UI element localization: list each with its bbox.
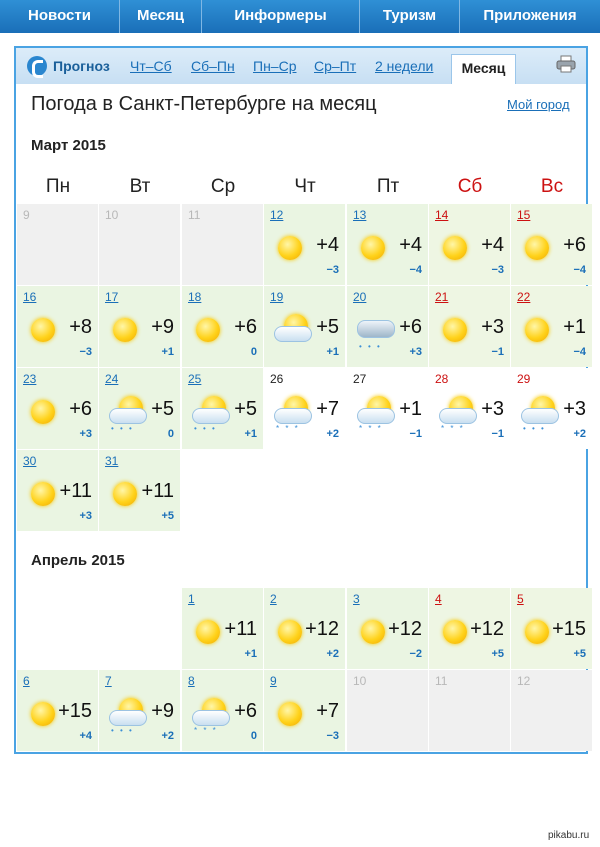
day-temperature: +11 (59, 480, 92, 502)
day-cell[interactable] (17, 450, 98, 531)
sun-disc (525, 318, 549, 342)
day-temperature: +4 (399, 234, 422, 256)
day-temperature: +12 (388, 618, 422, 640)
day-number[interactable]: 17 (105, 290, 119, 304)
night-temperature: +2 (326, 428, 339, 440)
partly-cloudy-snow-icon (437, 394, 477, 433)
sun-icon (107, 312, 147, 348)
day-number[interactable]: 21 (435, 290, 449, 304)
day-number[interactable]: 13 (353, 208, 367, 222)
sun-disc (113, 482, 137, 506)
weekday-label: Сб (457, 176, 483, 197)
day-number: 28 (435, 372, 449, 386)
night-temperature: +2 (573, 428, 586, 440)
partly-cloudy-snow-icon (190, 696, 230, 735)
cloud-shape (192, 408, 230, 424)
snow-drops: * * * (194, 726, 218, 735)
nav-informers[interactable]: Информеры (202, 0, 360, 33)
day-number[interactable]: 3 (353, 592, 360, 606)
tab-forecast[interactable]: Прогноз (53, 58, 110, 74)
night-temperature: −3 (326, 730, 339, 742)
nav-news[interactable]: Новости (0, 0, 120, 33)
night-temperature: −1 (409, 428, 422, 440)
day-temperature: +8 (69, 316, 92, 338)
day-cell[interactable] (511, 588, 592, 669)
night-temperature: −4 (573, 264, 586, 276)
night-temperature: +1 (244, 648, 257, 660)
sun-disc (31, 318, 55, 342)
day-number: 10 (353, 674, 367, 688)
night-temperature: +5 (161, 510, 174, 522)
day-temperature: +1 (563, 316, 586, 338)
day-cell[interactable] (99, 670, 180, 751)
day-number[interactable]: 1 (188, 592, 195, 606)
rain-drops: • • • (523, 424, 546, 433)
day-number: 11 (435, 674, 448, 688)
my-city-link[interactable]: Мой город (507, 97, 570, 112)
day-temperature: +3 (481, 398, 504, 420)
night-temperature: 0 (250, 346, 257, 358)
day-temperature: +7 (316, 398, 339, 420)
day-temperature: +6 (234, 316, 257, 338)
day-cell[interactable] (99, 286, 180, 367)
sun-icon (272, 696, 312, 732)
day-cell[interactable] (99, 450, 180, 531)
sun-disc (278, 236, 302, 260)
night-temperature: +5 (573, 648, 586, 660)
day-cell[interactable] (511, 368, 592, 449)
sun-disc (443, 620, 467, 644)
day-cell[interactable] (182, 286, 263, 367)
weekday-label: Чт (294, 176, 316, 197)
day-cell[interactable] (429, 204, 510, 285)
day-cell[interactable] (17, 286, 98, 367)
weekday-label: Вс (540, 176, 564, 197)
weekday-label: Пн (45, 176, 71, 197)
day-number[interactable]: 5 (517, 592, 524, 606)
rain-drops: • • • (111, 424, 134, 433)
day-cell[interactable] (347, 368, 428, 449)
day-temperature: +15 (58, 700, 92, 722)
night-temperature: +5 (491, 648, 504, 660)
weekday-label: Пт (376, 176, 400, 197)
night-temperature: −3 (79, 346, 92, 358)
day-temperature: +12 (305, 618, 339, 640)
nav-apps[interactable]: Приложения (483, 7, 577, 24)
day-number[interactable]: 9 (270, 674, 277, 688)
day-number: 10 (105, 208, 119, 222)
sun-icon (519, 312, 559, 348)
day-cell[interactable] (182, 368, 263, 449)
day-number[interactable]: 7 (105, 674, 112, 688)
sun-icon (355, 230, 395, 266)
day-cell[interactable] (264, 670, 345, 751)
snow-drops: * * * (276, 424, 300, 433)
sun-disc (31, 400, 55, 424)
night-temperature: +3 (79, 510, 92, 522)
logo-icon (27, 56, 47, 76)
cloud-shape (274, 326, 312, 342)
page-title: Погода в Санкт-Петербурге на месяц (31, 93, 377, 115)
tab-two-weeks[interactable]: 2 недели (375, 58, 434, 74)
day-number[interactable]: 25 (188, 372, 202, 386)
day-temperature: +5 (316, 316, 339, 338)
day-cell[interactable] (264, 368, 345, 449)
day-temperature: +5 (151, 398, 174, 420)
night-temperature: +1 (244, 428, 257, 440)
tab-thu-sat[interactable]: Чт–Сб (130, 58, 172, 74)
day-cell[interactable] (429, 368, 510, 449)
day-number[interactable]: 20 (353, 290, 367, 304)
top-nav (0, 0, 600, 33)
day-cell[interactable] (17, 670, 98, 751)
day-number[interactable]: 31 (105, 454, 119, 468)
snow-drops: * * * (441, 424, 465, 433)
sun-disc (113, 318, 137, 342)
day-number[interactable]: 8 (188, 674, 195, 688)
day-cell[interactable] (429, 588, 510, 669)
day-number: 9 (23, 208, 30, 222)
sun-disc (443, 236, 467, 260)
partly-cloudy-snow-icon (272, 394, 312, 433)
cloud-shape (439, 408, 477, 424)
day-cell[interactable] (99, 368, 180, 449)
watermark: pikabu.ru (548, 830, 590, 841)
sun-disc (443, 318, 467, 342)
nav-month[interactable]: Месяц (120, 0, 202, 33)
day-cell[interactable] (347, 670, 428, 751)
day-temperature: +6 (234, 700, 257, 722)
day-temperature: +4 (316, 234, 339, 256)
sun-disc (278, 702, 302, 726)
tab-wed-fri[interactable]: Ср–Пт (314, 58, 357, 74)
day-cell[interactable] (511, 670, 592, 751)
nav-tourism[interactable]: Туризм (360, 0, 460, 33)
night-temperature: +1 (326, 346, 339, 358)
sun-icon (519, 230, 559, 266)
night-temperature: +3 (409, 346, 422, 358)
day-number: 11 (188, 208, 201, 222)
cloud-shape (357, 320, 395, 338)
day-temperature: +15 (552, 618, 586, 640)
day-number: 29 (517, 372, 531, 386)
sun-disc (31, 702, 55, 726)
snow-drops: * * * (359, 424, 383, 433)
rain-drops: • • • (111, 726, 134, 735)
sun-icon (437, 230, 477, 266)
night-temperature: −2 (409, 648, 422, 660)
night-temperature: 0 (167, 428, 174, 440)
weekday-label: Вт (129, 176, 151, 197)
day-number[interactable]: 18 (188, 290, 202, 304)
night-temperature: +3 (79, 428, 92, 440)
day-number[interactable]: 15 (517, 208, 531, 222)
cloudy-rain-icon (355, 312, 395, 351)
sun-disc (31, 482, 55, 506)
night-temperature: −3 (326, 264, 339, 276)
day-temperature: +7 (316, 700, 339, 722)
night-temperature: −1 (491, 346, 504, 358)
partly-cloudy-rain-icon (107, 696, 147, 735)
rain-drops: • • • (194, 424, 217, 433)
day-number[interactable]: 30 (23, 454, 37, 468)
day-temperature: +9 (151, 316, 174, 338)
day-temperature: +6 (563, 234, 586, 256)
night-temperature: +2 (326, 648, 339, 660)
sun-icon (272, 230, 312, 266)
month-heading-april: Апрель 2015 (31, 552, 125, 569)
partly-cloudy-rain-icon (190, 394, 230, 433)
day-cell[interactable] (429, 670, 510, 751)
cloud-shape (192, 710, 230, 726)
sun-disc (196, 620, 220, 644)
partly-cloudy-snow-icon (355, 394, 395, 433)
cloud-shape (109, 710, 147, 726)
partly-cloudy-rain-icon (107, 394, 147, 433)
day-cell[interactable] (347, 204, 428, 285)
day-cell[interactable] (17, 204, 98, 285)
sun-disc (525, 236, 549, 260)
day-cell[interactable] (264, 286, 345, 367)
day-cell[interactable] (347, 588, 428, 669)
rain-drops: • • • (359, 342, 382, 351)
day-temperature: +5 (234, 398, 257, 420)
day-cell[interactable] (511, 204, 592, 285)
day-cell[interactable] (511, 286, 592, 367)
night-temperature: 0 (250, 730, 257, 742)
night-temperature: −4 (409, 264, 422, 276)
day-number[interactable]: 14 (435, 208, 449, 222)
day-number[interactable]: 2 (270, 592, 277, 606)
sun-icon (25, 312, 65, 348)
partly-cloudy-icon (272, 312, 312, 348)
sun-icon (190, 312, 230, 348)
night-temperature: +2 (161, 730, 174, 742)
day-temperature: +6 (69, 398, 92, 420)
day-cell[interactable] (17, 368, 98, 449)
day-number[interactable]: 4 (435, 592, 442, 606)
day-number: 12 (517, 674, 531, 688)
cloud-shape (357, 408, 395, 424)
month-heading-march: Март 2015 (31, 137, 106, 154)
day-temperature: +3 (563, 398, 586, 420)
night-temperature: −3 (491, 264, 504, 276)
day-cell[interactable] (264, 204, 345, 285)
day-cell[interactable] (182, 204, 263, 285)
day-cell[interactable] (182, 670, 263, 751)
day-cell[interactable] (264, 588, 345, 669)
day-number[interactable]: 16 (23, 290, 37, 304)
night-temperature: +1 (161, 346, 174, 358)
day-temperature: +1 (399, 398, 422, 420)
night-temperature: −4 (573, 346, 586, 358)
sun-disc (525, 620, 549, 644)
night-temperature: −1 (491, 428, 504, 440)
day-cell[interactable] (99, 204, 180, 285)
day-temperature: +9 (151, 700, 174, 722)
day-number[interactable]: 12 (270, 208, 284, 222)
sun-icon (25, 394, 65, 430)
day-temperature: +4 (481, 234, 504, 256)
sun-disc (361, 620, 385, 644)
cloud-shape (521, 408, 559, 424)
cloud-shape (274, 408, 312, 424)
day-temperature: +6 (399, 316, 422, 338)
sun-disc (196, 318, 220, 342)
tab-sat-mon[interactable]: Сб–Пн (191, 58, 235, 74)
day-cell[interactable] (182, 588, 263, 669)
day-number[interactable]: 19 (270, 290, 284, 304)
sun-icon (437, 312, 477, 348)
tab-month[interactable]: Месяц (451, 54, 516, 84)
sun-disc (278, 620, 302, 644)
cloud-shape (109, 408, 147, 424)
day-number[interactable]: 24 (105, 372, 119, 386)
day-temperature: +11 (141, 480, 174, 502)
day-temperature: +3 (481, 316, 504, 338)
day-number[interactable]: 22 (517, 290, 531, 304)
day-number[interactable]: 23 (23, 372, 37, 386)
partly-cloudy-rain-icon (519, 394, 559, 433)
day-number[interactable]: 6 (23, 674, 30, 688)
tab-mon-wed[interactable]: Пн–Ср (253, 58, 297, 74)
day-cell[interactable] (347, 286, 428, 367)
day-temperature: +11 (224, 618, 257, 640)
night-temperature: +4 (79, 730, 92, 742)
day-cell[interactable] (429, 286, 510, 367)
day-temperature: +12 (470, 618, 504, 640)
sun-disc (361, 236, 385, 260)
weekday-label: Ср (210, 176, 236, 197)
printer-icon[interactable] (556, 55, 576, 73)
day-number: 26 (270, 372, 284, 386)
day-number: 27 (353, 372, 367, 386)
